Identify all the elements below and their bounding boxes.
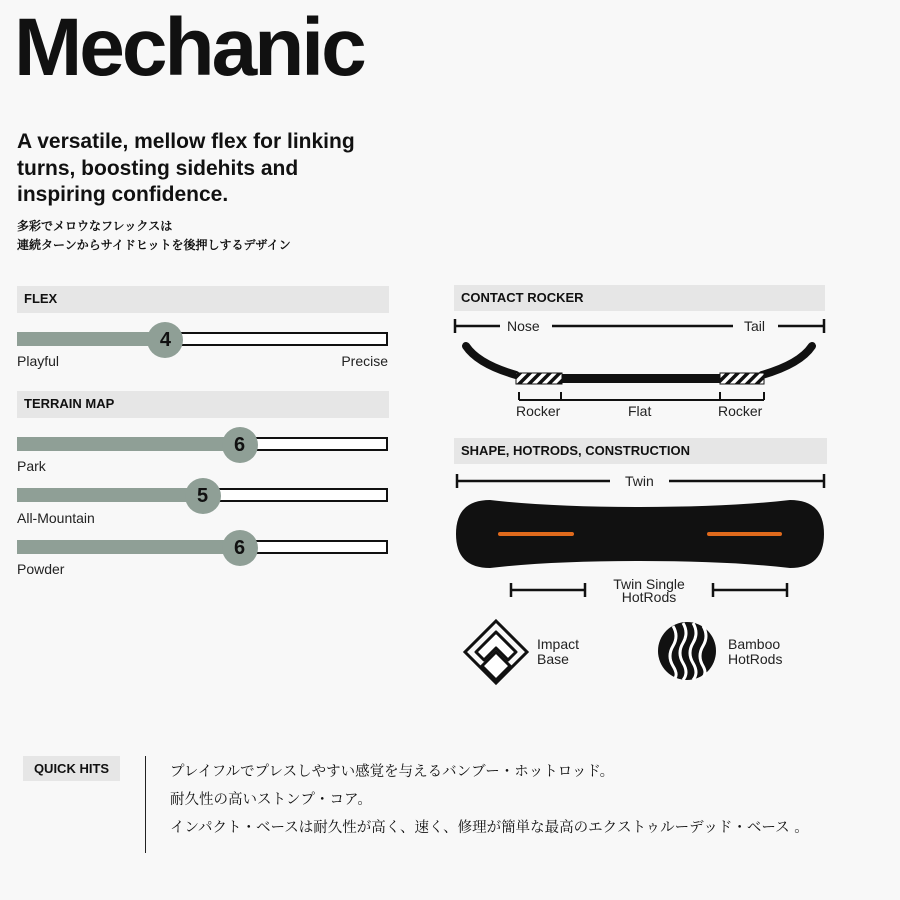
terrain-powder-label: Powder — [17, 561, 65, 577]
quick-hits-badge: QUICK HITS — [23, 756, 120, 781]
shape-twin-label: Twin — [625, 473, 654, 489]
flex-slider-knob: 4 — [147, 322, 183, 358]
terrain-all-mountain-label: All-Mountain — [17, 510, 95, 526]
bamboo-hotrods-icon — [656, 620, 718, 682]
rocker-nose-curve — [466, 346, 516, 375]
flex-max-label: Precise — [341, 353, 388, 369]
bamboo-hotrods-label-line-1: Bamboo — [728, 636, 781, 652]
contact-rocker-diagram — [450, 312, 830, 424]
terrain-park-slider-fill — [17, 437, 240, 451]
terrain-powder-knob: 6 — [222, 530, 258, 566]
flat-zone-label: Flat — [628, 403, 652, 419]
impact-base-label-line-2: Base — [537, 651, 569, 667]
rocker-nose-label: Nose — [507, 318, 540, 334]
board-shape-diagram — [450, 466, 830, 606]
terrain-park-label: Park — [17, 458, 46, 474]
product-title: Mechanic — [14, 2, 364, 93]
quick-hit-item-3: インパクト・ベースは耐久性が高く、速く、修理が簡単な最高のエクストゥルーデッド・ベース 。 — [170, 820, 809, 836]
rocker-zone-label-right: Rocker — [718, 403, 763, 419]
quick-hit-item-2: 耐久性の高いストンプ・コア。 — [170, 792, 372, 808]
quick-hit-item-1: プレイフルでプレスしやすい感覚を与えるバンブー・ホットロッド。 — [170, 764, 615, 780]
contact-rocker-section-header: CONTACT ROCKER — [454, 285, 825, 311]
rocker-tail-curve — [762, 346, 812, 375]
flat-zone — [562, 374, 720, 383]
rocker-tail-label: Tail — [744, 318, 766, 334]
japanese-tagline-line-1: 多彩でメロウなフレックスは — [17, 219, 173, 233]
flex-slider-fill — [17, 332, 165, 346]
terrain-all-mountain-knob: 5 — [185, 478, 221, 514]
terrain-park-slider — [17, 437, 388, 451]
rocker-zone-left — [516, 373, 562, 384]
flex-section-header: FLEX — [17, 286, 389, 313]
terrain-park-knob: 6 — [222, 427, 258, 463]
bamboo-hotrods-label-line-2: HotRods — [728, 651, 783, 667]
rocker-zone-right — [720, 373, 764, 384]
terrain-powder-slider-fill — [17, 540, 240, 554]
shape-section-header: SHAPE, HOTRODS, CONSTRUCTION — [454, 438, 827, 464]
terrain-all-mountain-slider-fill — [17, 488, 203, 502]
hotrods-label-line-2: HotRods — [621, 589, 677, 605]
quick-hits-divider — [145, 756, 146, 853]
impact-base-label-line-1: Impact — [537, 636, 580, 652]
rocker-zone-label-left: Rocker — [516, 403, 561, 419]
impact-base-icon — [462, 618, 530, 686]
flex-slider — [17, 332, 388, 346]
flex-min-label: Playful — [17, 353, 60, 369]
product-tagline: A versatile, mellow flex for linking turns, boosting sidehits and inspiring confidence. — [17, 130, 355, 206]
japanese-tagline-line-2: 連続ターンからサイドヒットを後押しするデザイン — [17, 238, 291, 252]
hotrods-label-line-1: Twin Single — [613, 576, 685, 592]
terrain-map-section-header: TERRAIN MAP — [17, 391, 389, 418]
terrain-powder-slider — [17, 540, 388, 554]
